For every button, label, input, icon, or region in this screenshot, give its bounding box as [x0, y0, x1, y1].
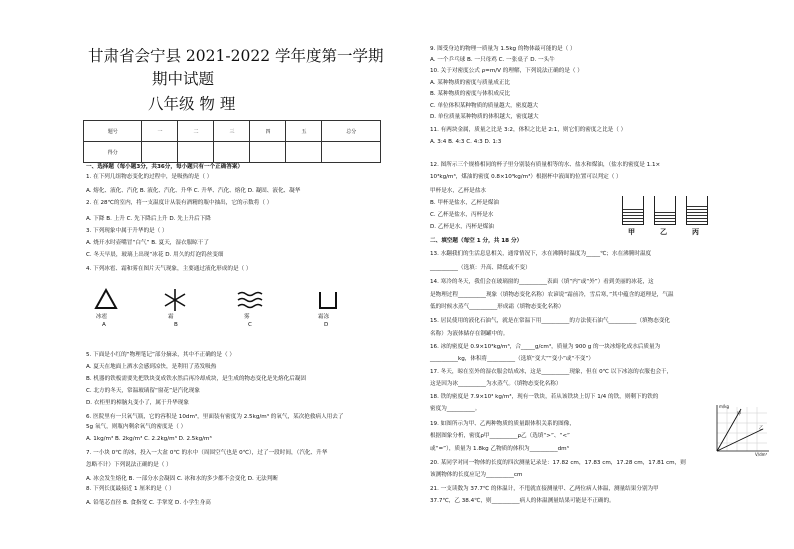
question-line: C. 冬天早晨，玻璃上出现“冰花 D. 用久的灯泡钨丝变细: [86, 252, 224, 258]
question-line: 密度为__________。: [430, 406, 481, 412]
fog-icon: [238, 293, 262, 308]
question-line: 17. 冬天，晾在室外的湿衣服会结成冰，这是__________现象，但在 0℃ 以下冰冻的衣服也会干，: [430, 369, 673, 375]
question-line: 6. 医院里有一只氧气瓶，它的容积是 10dm³，里面装有密度为 2.5kg/m³ 的氧气，某次抢救病人用去了: [86, 414, 344, 420]
question-line: A. 1kg/m³ B. 2kg/m³ C. 2.2kg/m³ D. 2.5kg/m³: [86, 436, 212, 442]
section-heading: 二、填空题（每空 1 分，共 18 分）: [430, 238, 523, 244]
weather-icons: [90, 286, 350, 316]
section-heading: 一、选择题（每小题3分，共36分，每小题只有一个正确答案）: [86, 164, 244, 170]
question-line: 14. 寒冷的冬天，我们会在玻璃窗的__________表面（填“内”或“外”）看到美丽的冰花，这: [430, 279, 654, 285]
question-line: D. 单位质量某种物质的体积越大，密度越大: [430, 114, 539, 120]
question-line: 8. 下列长度最接近 1 厘米的是（ ）: [86, 486, 175, 492]
question-line: B. 某种物质的密度与体积成反比: [430, 91, 511, 97]
question-line: 5. 下面是小红的“物理笔记”部分摘录，其中不正确的是（ ）: [86, 352, 235, 358]
weather-figures: [90, 286, 350, 330]
question-line: A. 某种物质的密度与质量成正比: [430, 80, 511, 86]
question-line: 是物理过程__________现象（填物态变化名称）农谚说“霜前冷，雪后寒，”其中蕴含的道理是，气温: [430, 292, 674, 298]
weather-label: 雾: [244, 314, 250, 320]
beaker-label: 甲: [628, 228, 635, 236]
question-line: 19. 如图所示为甲、乙两种物质的质量跟体积关系的图像，: [430, 421, 575, 427]
question-line: D. 衣柜里的樟脑丸变小了，属于升华现象: [86, 400, 189, 406]
question-line: 甲杯是水，乙杯是盐水: [430, 188, 486, 194]
question-line: 20. 某同学对同一物体的长度的四次测量记录是：17.82 cm，17.83 cm，17.28 cm，17.81 cm，则: [430, 460, 686, 466]
exam-title-line1: 甘肃省会宁县 2021-2022 学年度第一学期: [88, 47, 384, 65]
exam-title-line2: 期中试题: [152, 70, 215, 88]
score-cell: [250, 142, 286, 163]
question-line: 或“=”），质量为 1.8kg 乙物质的体积为__________dm³: [430, 446, 569, 452]
question-line: 9. 图受身边的物理一质量为 1.5kg 的物体最可能的是（ ）: [430, 46, 576, 52]
question-line: 7. 一小块 0℃ 的冰，投入一大盆 0℃ 的水中（周围空气也是 0℃），过了一段时间，（汽化、升华: [86, 450, 328, 456]
question-line: A. 一个乒乓球 B. 一只母鸡 C. 一张桌子 D. 一头牛: [430, 57, 555, 63]
question-line: 18. 铁的密度是 7.9×10³ kg/m³，现有一铁块，若从该铁块上切下 1/4 的铁，则剩下的铁的: [430, 394, 659, 400]
question-line: 11. 有两块金属，质量之比是 3:2，体积之比是 2:1，则它们的密度之比是（ ）: [430, 127, 627, 133]
beaker-bing: [686, 196, 708, 225]
question-line: __________（选填：升高、降低或不变）: [430, 265, 531, 271]
score-header-cell: 五: [286, 121, 322, 142]
score-header-cell: 四: [250, 121, 286, 142]
question-line: A. 熔化、液化、汽化 B. 液化、汽化、升华 C. 升华、汽化、熔化 D. 凝固、液化、凝华: [86, 188, 301, 194]
score-table-header-row: [84, 121, 381, 142]
question-line: B. 甲杯是盐水，乙杯是煤油: [430, 200, 499, 206]
beaker-jia: [622, 196, 644, 225]
question-line: A. 铅笔芯直径 B. 食指宽 C. 手掌宽 D. 小学生身高: [86, 500, 211, 506]
graph-series-label: 甲: [737, 412, 742, 417]
score-cell: [178, 142, 214, 163]
triangle-icon: [96, 290, 116, 308]
question-line: A. 烧开水时壶嘴冒“白气” B. 夏天，湿衣服晾干了: [86, 240, 209, 246]
question-line: __________kg，体积将__________（选填“变大”“变小”或“不变”）: [430, 356, 595, 362]
question-line: 13. 水翻我们的生活息息相关，通常情况下，水在沸腾时温度为_____℃；水在沸腾时温度: [430, 251, 652, 257]
weather-letter: A: [102, 322, 106, 328]
beaker-yi: [654, 196, 676, 225]
graph-x-label: V/dm³: [755, 452, 768, 457]
question-line: B. 机器的铁板需要先把铁块变成铁水然后再冷却成块，是生成的物态变化是先熔化后凝固: [86, 376, 306, 382]
question-line: 该测物体的长度应记为__________cm: [430, 472, 523, 478]
weather-label: 霜冻: [318, 314, 330, 320]
score-cell: [286, 142, 322, 163]
score-header-cell: 二: [178, 121, 214, 142]
question-line: 10. 关于对密度公式 ρ=m/V 的理解，下列说法正确的是（ ）: [430, 68, 583, 74]
beaker-label: 丙: [692, 228, 699, 236]
score-row-label: 得分: [84, 142, 142, 163]
question-line: 4. 下列冰雹、霜和雾在图片天气现象，主要通过液化形成的是（ ）: [86, 266, 252, 272]
weather-label: 冰雹: [96, 314, 108, 320]
question-line: A. 冰会发生熔化 B. 一部分水会凝固 C. 冰和水的多少都不会变化 D. 无法判断: [86, 476, 278, 482]
question-line: C. 单位体积某种物质的质量越大，密度越大: [430, 103, 539, 109]
question-line: A. 夏天在地面上洒水会感到凉快，是利用了蒸发吸热: [86, 364, 217, 370]
question-line: 5g 氧气，则瓶内剩余氧气的密度是（ ）: [86, 424, 187, 430]
question-line: 37.7℃，乙 38.4℃，则__________病人的体温测量结果可能是不正确的。: [430, 498, 615, 504]
question-line: 忽略不计）下列说法正确的是（ ）: [86, 462, 172, 468]
score-table-score-row: [84, 142, 381, 163]
weather-letter: C: [248, 322, 252, 328]
question-line: 12. 图所示三个规格相同的杯子里分别装有质量相等的水、盐水和煤油，（盐水的密度是 1.1×: [430, 162, 661, 168]
question-line: 10³kg/m³，煤油的密度 0.8×10³kg/m³）根据杯中液面的位置可以判定（ ）: [430, 174, 622, 180]
question-line: C. 乙杯是盐水，丙杯是水: [430, 212, 494, 218]
graph-y-label: m/kg: [719, 404, 730, 409]
question-line: 16. 冰的密度是 0.9×10³kg/m³，合_____g/cm³，质量为 900 g 的一块冰熔化成水后质量为: [430, 344, 661, 350]
question-line: 21. 一支读数为 37.7℃ 的体温计，不甩就直接测量甲、乙两位病人体温，测量结果分别为甲: [430, 486, 659, 492]
question-line: 低的时候水蒸气__________形成霜（填物态变化名称）: [430, 304, 565, 310]
question-line: 2. 在 28℃的室内，将一支温度计从装有酒精的瓶中抽出，它的示数将（ ）: [86, 200, 273, 206]
question-line: 这是因为冰__________为水蒸气。（填物态变化名称）: [430, 381, 562, 387]
score-header-cell: 一: [142, 121, 178, 142]
exam-title-line3: 八年级 物 理: [148, 95, 236, 113]
question-line: C. 北方的冬天，常温玻璃留“窗花”是汽化现象: [86, 388, 200, 394]
mass-volume-graph: [707, 403, 773, 459]
weather-label: 霜: [168, 314, 174, 320]
score-cell: [142, 142, 178, 163]
question-line: 15. 居民使用的液化石油气，就是在常温下用__________的方法使石油气__________（填物态变化: [430, 318, 671, 324]
score-header-cell: 题号: [84, 121, 142, 142]
question-line: 3. 下列现象中属于升华的是（ ）: [86, 228, 168, 234]
weather-letter: D: [324, 322, 329, 328]
question-line: D. 乙杯是水，丙杯是煤油: [430, 224, 494, 230]
score-table: [83, 120, 381, 163]
snowflake-icon: [165, 289, 185, 311]
beaker-label: 乙: [660, 228, 667, 236]
question-line: A. 3:4 B. 4:3 C. 4:3 D. 1:3: [430, 139, 502, 145]
question-line: 1. 在下列几组物态变化的过程中，是吸热的是（ ）: [86, 174, 213, 180]
frost-bracket-icon: [320, 292, 336, 308]
score-cell: [322, 142, 381, 163]
graph-line-yi: [717, 429, 763, 451]
beaker-figure: [622, 196, 732, 240]
score-cell: [214, 142, 250, 163]
score-header-cell: 总分: [322, 121, 381, 142]
graph-series-label: 乙: [759, 426, 764, 431]
weather-letter: B: [174, 322, 178, 328]
question-line: 名称）为液体储存在钢罐中的。: [430, 331, 509, 337]
question-line: 根据图象分析，密度ρ甲__________ρ乙（选填“>”、“<”: [430, 433, 570, 439]
question-line: A. 下降 B. 上升 C. 先下降后上升 D. 先上升后下降: [86, 216, 211, 222]
score-header-cell: 三: [214, 121, 250, 142]
